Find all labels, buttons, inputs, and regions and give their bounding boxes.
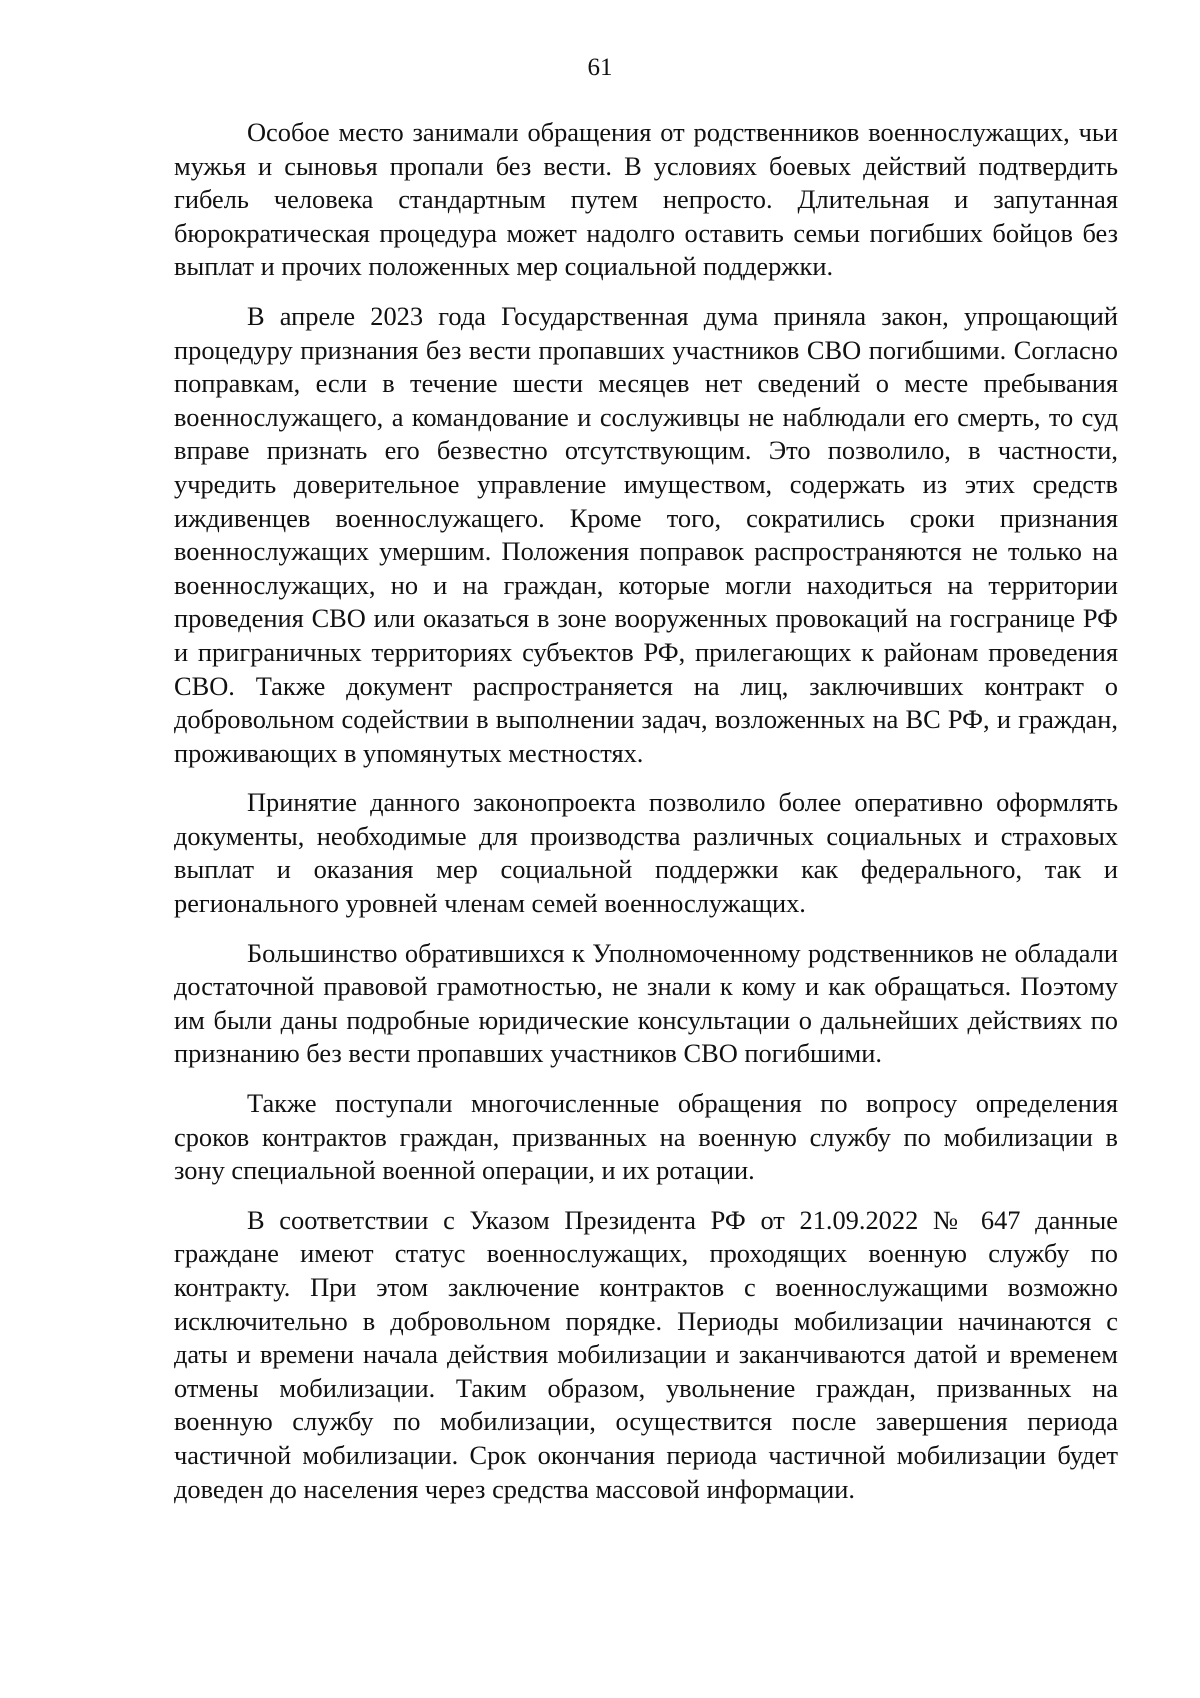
paragraph: В апреле 2023 года Государственная дума приняла закон, упрощающий процедуру признания без вести пропавших участников СВО погибшими. Согласно поправкам, если в течение шести месяцев нет сведений о месте пребывания военнослужащего, а командование и сослуживцы не наблюдали его смерть, то суд вправе признать его безвестно отсутствующим. Это позволило, в частности, учредить доверительное управление имуществом, содержать из этих средств иждивенцев военнослужащего. Кроме того, сократились сроки признания военнослужащих умершим. Положения поправок распространяются не только на военнослужащих, но и на граждан, которые могли находиться на территории проведения СВО или оказаться в зоне вооруженных провокаций на госгранице РФ и приграничных территориях субъектов РФ, прилегающих к районам проведения СВО. Также документ распространяется на лиц, заключивших контракт о добровольном содействии в выполнении задач, возложенных на ВС РФ, и граждан, проживающих в упомянутых местностях. xyxy=(174,300,1118,768)
page-number: 61 xyxy=(587,54,613,81)
body-text xyxy=(174,116,1118,1522)
paragraph: Большинство обратившихся к Уполномоченному родственников не обладали достаточной правовой грамотностью, не знали к кому и как обращаться. Поэтому им были даны подробные юридические консультации о дальнейших действиях по признанию без вести пропавших участников СВО погибшими. xyxy=(174,937,1118,1069)
paragraph: Особое место занимали обращения от родственников военнослужащих, чьи мужья и сыновья пропали без вести. В условиях боевых действий подтвердить гибель человека стандартным путем непросто. Длительная и запутанная бюрократическая процедура может надолго оставить семьи погибших бойцов без выплат и прочих положенных мер социальной поддержки. xyxy=(174,117,1118,282)
paragraph: Также поступали многочисленные обращения по вопросу определения сроков контрактов граждан, призванных на военную службу по мобилизации в зону специальной военной операции, и их ротации. xyxy=(174,1088,1118,1186)
paragraph: В соответствии с Указом Президента РФ от 21.09.2022 № 647 данные граждане имеют статус военнослужащих, проходящих военную службу по контракту. При этом заключение контрактов с военнослужащими возможно исключительно в добровольном порядке. Периоды мобилизации начинаются с даты и времени начала действия мобилизации и заканчиваются датой и временем отмены мобилизации. Таким образом, увольнение граждан, призванных на военную службу по мобилизации, осуществится после завершения периода частичной мобилизации. Срок окончания периода частичной мобилизации будет доведен до населения через средства массовой информации. xyxy=(174,1204,1118,1504)
paragraph: Принятие данного законопроекта позволило более оперативно оформлять документы, необходимые для производства различных социальных и страховых выплат и оказания мер социальной поддержки как федерального, так и регионального уровней членам семей военнослужащих. xyxy=(174,787,1118,919)
